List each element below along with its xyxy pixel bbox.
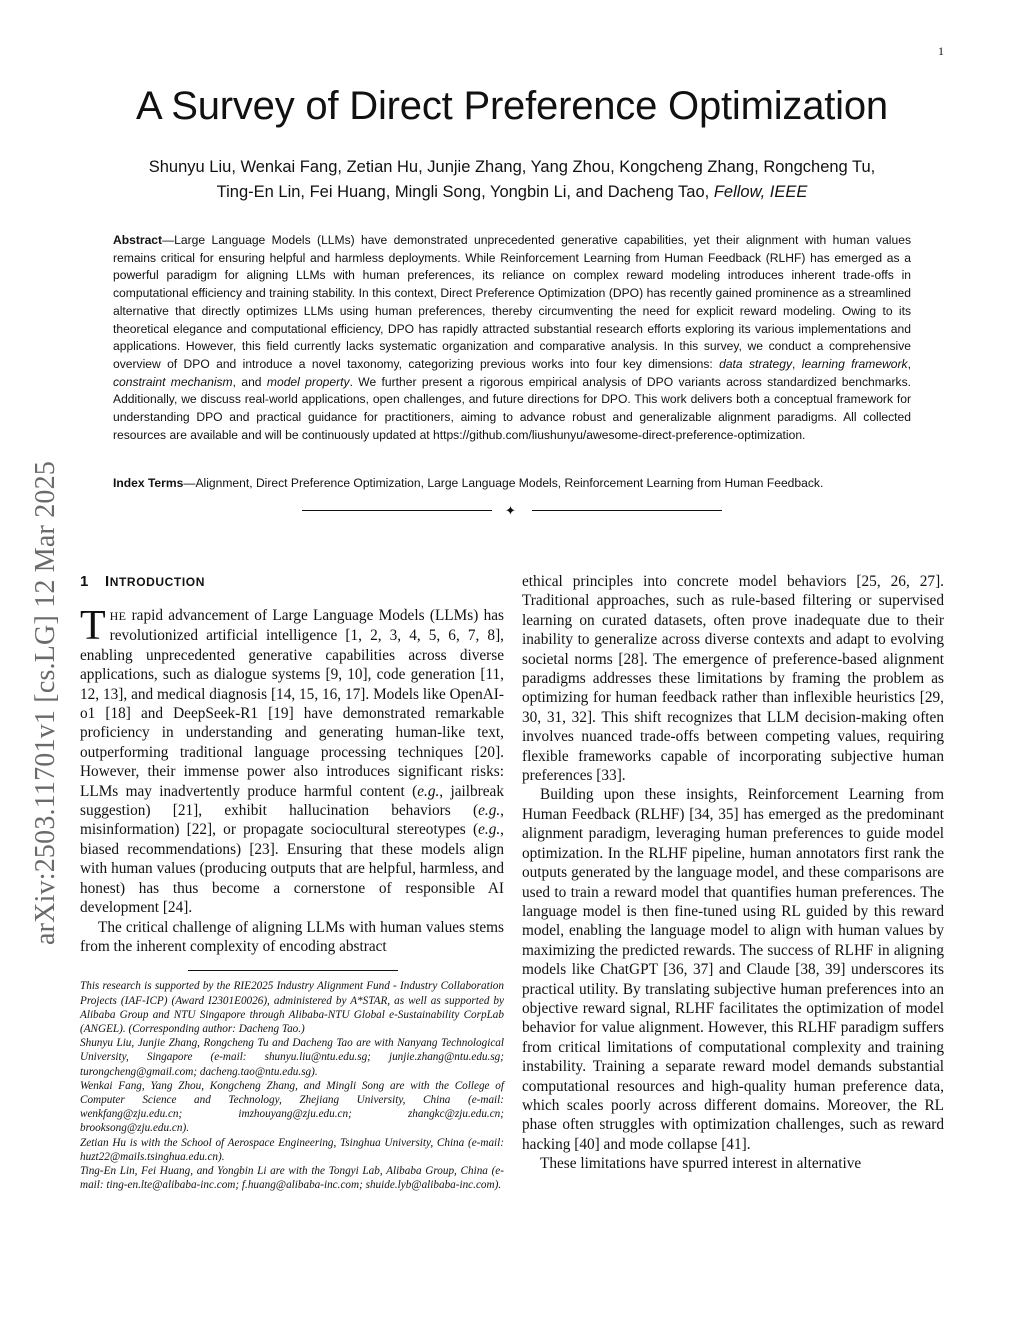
author-list xyxy=(100,155,924,205)
taxonomy-dimension: model property xyxy=(266,374,350,389)
eg-abbrev: e.g. xyxy=(478,802,501,820)
abstract-sep: , xyxy=(792,356,802,371)
index-terms xyxy=(113,475,911,492)
index-terms-label: Index Terms xyxy=(113,476,184,490)
author-fellowship: Fellow, IEEE xyxy=(713,183,808,201)
index-terms-text: —Alignment, Direct Preference Optimization, Large Language Models, Reinforcement Learning from Human Feedback. xyxy=(183,476,824,490)
paragraph-text: , jailbreak suggestion) [21], exhibit hallucination behaviors ( xyxy=(80,782,504,820)
paragraph-text: rapid advancement of Large Language Models (LLMs) has revolutionized artificial intelligence [1, 2, 3, 4, 5, 6, 7, 8], enabling unprecedented generative capabilities across diverse applications, such as dialogue systems [9, 10], code generation [11, 12, 13], and medical diagnosis [14, 15, 16, 17]. Models like OpenAI-o1 [18] and DeepSeek-R1 [19] have demonstrated remarkable proficiency in understanding and generating human-like text, outperforming traditional language processing techniques [20]. However, their immense power also introduces significant risks: LLMs may inadvertently produce harmful content ( xyxy=(80,607,504,800)
section-title-rest: NTRODUCTION xyxy=(109,575,205,589)
footnote-affiliation-zju: Wenkai Fang, Yang Zhou, Kongcheng Zhang, and Mingli Song are with the College of Computer Science and Technology, Zhejiang University, China (e-mail: wenkfang@zju.edu.cn; imzhouyang@zju.edu.cn; zhangkc@zju.edu.cn; brooksong@zju.edu.cn). xyxy=(80,1079,504,1135)
eg-abbrev: e.g. xyxy=(417,782,440,800)
abstract-sep: , and xyxy=(232,374,267,389)
section-separator xyxy=(302,504,722,518)
taxonomy-dimension: learning framework xyxy=(801,356,908,371)
intro-paragraph-1 xyxy=(80,603,504,918)
abstract-text-1: —Large Language Models (LLMs) have demonstrated unprecedented generative capabilities, yet their alignment with human values remains critical for ensuring helpful and harmless deployments. While Reinforcement Learning from Human Feedback (RLHF) has emerged as a powerful paradigm for aligning LLMs with human preferences, its reliance on complex reward modeling introduces inherent trade-offs in computational efficiency and training stability. In this context, Direct Preference Optimization (DPO) has recently gained prominence as a streamlined alternative that directly optimizes LLMs using human preferences, thereby circumventing the need for explicit reward modeling. Owing to its theoretical elegance and computational efficiency, DPO has rapidly attracted substantial research efforts exploring its various implementations and applications. However, this field currently lacks systematic organization and comparative analysis. In this survey, we conduct a comprehensive overview of DPO and introduce a novel taxonomy, categorizing previous works into four key dimensions: xyxy=(113,233,911,371)
paragraph-text: , biased recommendations) [23]. Ensuring that these models align with human values (producing outputs that are helpful, harmless, and honest) has thus become a cornerstone of responsible AI development [24]. xyxy=(80,821,504,917)
drop-cap: T xyxy=(80,603,106,649)
section-title-initial: I xyxy=(104,573,110,590)
separator-star-icon: ✦ xyxy=(505,503,516,518)
taxonomy-dimension: data strategy xyxy=(719,356,793,371)
right-column xyxy=(522,572,944,1174)
section-number: 1 xyxy=(80,573,89,590)
small-caps-word: HE xyxy=(109,609,127,623)
intro-paragraph-3: ethical principles into concrete model behaviors [25, 26, 27]. Traditional approaches, such as rule-based filtering or supervised learning on curated datasets, often prove inadequate due to their inability to generalize across diverse contexts and adapt to evolving societal norms [28]. The emergence of preference-based alignment paradigms addresses these limitations by framing the problem as optimizing for human feedback rather than inflexible heuristics [29, 30, 31, 32]. This shift recognizes that LLM decision-making often involves nuanced trade-offs between competing values, requiring flexible frameworks capable of incorporating subjective human preferences [33]. xyxy=(522,573,944,785)
page-number: 1 xyxy=(938,44,944,58)
paragraph-text: , misinformation) [22], or propagate sociocultural stereotypes ( xyxy=(80,802,504,839)
footnote-rule xyxy=(188,970,398,971)
author-line-2 xyxy=(100,180,924,205)
footnote-funding: This research is supported by the RIE2025 Industry Alignment Fund - Industry Collaboration Projects (IAF-ICP) (Award I2301E0026), administered by A*STAR, as well as supported by Alibaba Group and NTU Singapore through Alibaba-NTU Global e-Sustainability CorpLab (ANGEL). (Corresponding author: Dacheng Tao.) xyxy=(80,980,504,1035)
taxonomy-dimension: constraint mechanism xyxy=(113,374,233,389)
separator-rule-left xyxy=(302,510,492,511)
abstract xyxy=(113,232,911,444)
eg-abbrev: e.g. xyxy=(478,821,501,839)
footnote-affiliation-alibaba: Ting-En Lin, Fei Huang, and Yongbin Li are with the Tongyi Lab, Alibaba Group, China (e-mail: ting-en.lte@alibaba-inc.com; f.huang@alibaba-inc.com; shuide.lyb@alibaba-inc.com). xyxy=(80,1164,504,1192)
author-line-1: Shunyu Liu, Wenkai Fang, Zetian Hu, Junjie Zhang, Yang Zhou, Kongcheng Zhang, Rongcheng Tu, xyxy=(148,158,876,176)
section-heading xyxy=(80,572,504,592)
abstract-sep: , xyxy=(907,356,911,371)
paper-title: A Survey of Direct Preference Optimization xyxy=(136,84,888,128)
author-line-2-names: Ting-En Lin, Fei Huang, Mingli Song, Yongbin Li, and Dacheng Tao, xyxy=(216,183,714,201)
abstract-label: Abstract xyxy=(113,233,163,247)
abstract-text-2: . We further present a rigorous empirical analysis of DPO variants across standardized benchmarks. Additionally, we discuss real-world applications, open challenges, and future directions for DPO. This work delivers both a conceptual framework for understanding DPO and practical guidance for practitioners, aiming to advance robust and generalizable alignment paradigms. All collected resources are available and will be continuously updated at https://github.com/liushunyu/awesome-direct-preference-optimization. xyxy=(113,374,912,442)
separator-rule-right xyxy=(532,510,722,511)
footnote-affiliation-ntu: Shunyu Liu, Junjie Zhang, Rongcheng Tu and Dacheng Tao are with Nanyang Technological University, Singapore (e-mail: shunyu.liu@ntu.edu.sg; junjie.zhang@ntu.edu.sg; turongcheng@gmail.com; dacheng.tao@ntu.edu.sg). xyxy=(80,1037,504,1078)
intro-paragraph-5: These limitations have spurred interest in alternative xyxy=(540,1155,862,1173)
intro-paragraph-2: The critical challenge of aligning LLMs with human values stems from the inherent complexity of encoding abstract xyxy=(80,918,504,955)
intro-paragraph-4: Building upon these insights, Reinforcement Learning from Human Feedback (RLHF) [34, 35] has emerged as the predominant alignment paradigm, leveraging human preferences to guide model optimization. In the RLHF pipeline, human annotators first rank the outputs generated by the language model, and these comparisons are used to train a reward model that quantifies human preferences. The language model is then fine-tuned using RL guided by this reward model, enabling the language model to align with human values by maximizing the predicted rewards. The success of RLHF in aligning models like ChatGPT [36, 37] and Claude [38, 39] underscores its practical utility. By translating subjective human preferences into an objective reward signal, RLHF facilitates the optimization of model behavior for value alignment. However, this RLHF paradigm suffers from critical limitations of computational complexity and training instability. Training a separate reward model demands substantial computational resources and high-quality human preference data, which scales poorly across different domains. Moreover, the RL phase often struggles with optimization challenges, such as reward hacking [40] and mode collapse [41]. xyxy=(522,786,944,1153)
footnotes xyxy=(80,979,504,1192)
arxiv-identifier: arXiv:2503.11701v1 [cs.LG] 12 Mar 2025 xyxy=(30,460,61,945)
footnote-affiliation-tsinghua: Zetian Hu is with the School of Aerospace Engineering, Tsinghua University, China (e-mail: huzt22@mails.tsinghua.edu.cn). xyxy=(80,1136,504,1163)
left-column xyxy=(80,572,504,1192)
